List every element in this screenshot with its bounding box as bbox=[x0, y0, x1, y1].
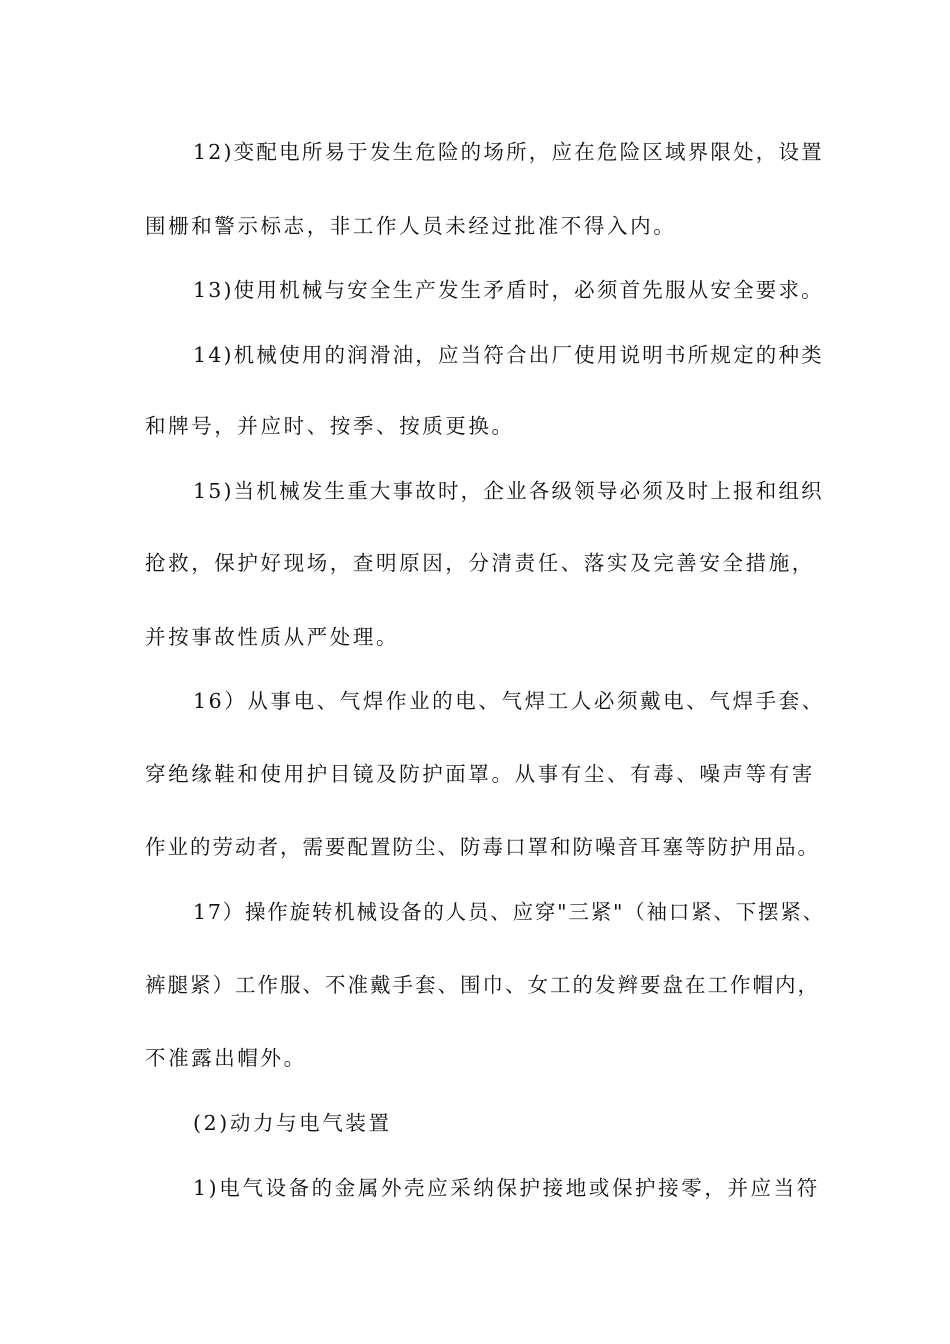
paragraph-14-line-2: 和牌号，并应时、按季、按质更换。 bbox=[145, 414, 515, 438]
paragraph-17-line-2: 裤腿紧）工作服、不准戴手套、围巾、女工的发辫要盘在工作帽内， bbox=[145, 973, 820, 997]
paragraph-17-line-3: 不准露出帽外。 bbox=[145, 1046, 307, 1070]
paragraph-15-line-2: 抢救，保护好现场，查明原因，分清责任、落实及完善安全措施， bbox=[145, 551, 815, 575]
paragraph-16-line-3: 作业的劳动者，需要配置防尘、防毒口罩和防噪音耳塞等防护用品。 bbox=[145, 835, 820, 859]
paragraph-13-line-1: 13)使用机械与安全生产发生矛盾时，必须首先服从安全要求。 bbox=[193, 278, 824, 302]
paragraph-16-line-1: 16）从事电、气焊作业的电、气焊工人必须戴电、气焊手套、 bbox=[193, 689, 825, 713]
paragraph-1-line-1: 1)电气设备的金属外壳应采纳保护接地或保护接零，并应当符 bbox=[193, 1176, 820, 1200]
paragraph-16-line-2: 穿绝缘鞋和使用护目镜及防护面罩。从事有尘、有毒、噪声等有害 bbox=[145, 762, 815, 786]
section-heading: (2)动力与电气装置 bbox=[193, 1111, 392, 1135]
paragraph-14-line-1: 14)机械使用的润滑油，应当符合出厂使用说明书所规定的种类 bbox=[193, 343, 824, 367]
paragraph-12-line-1: 12)变配电所易于发生危险的场所，应在危险区域界限处，设置 bbox=[193, 140, 824, 164]
paragraph-12-line-2: 围栅和警示标志，非工作人员未经过批准不得入内。 bbox=[145, 214, 677, 238]
paragraph-15-line-3: 并按事故性质从严处理。 bbox=[145, 625, 400, 649]
paragraph-17-line-1: 17）操作旋转机械设备的人员、应穿"三紧"（袖口紧、下摆紧、 bbox=[193, 900, 825, 924]
paragraph-15-line-1: 15)当机械发生重大事故时，企业各级领导必须及时上报和组织 bbox=[193, 479, 824, 503]
